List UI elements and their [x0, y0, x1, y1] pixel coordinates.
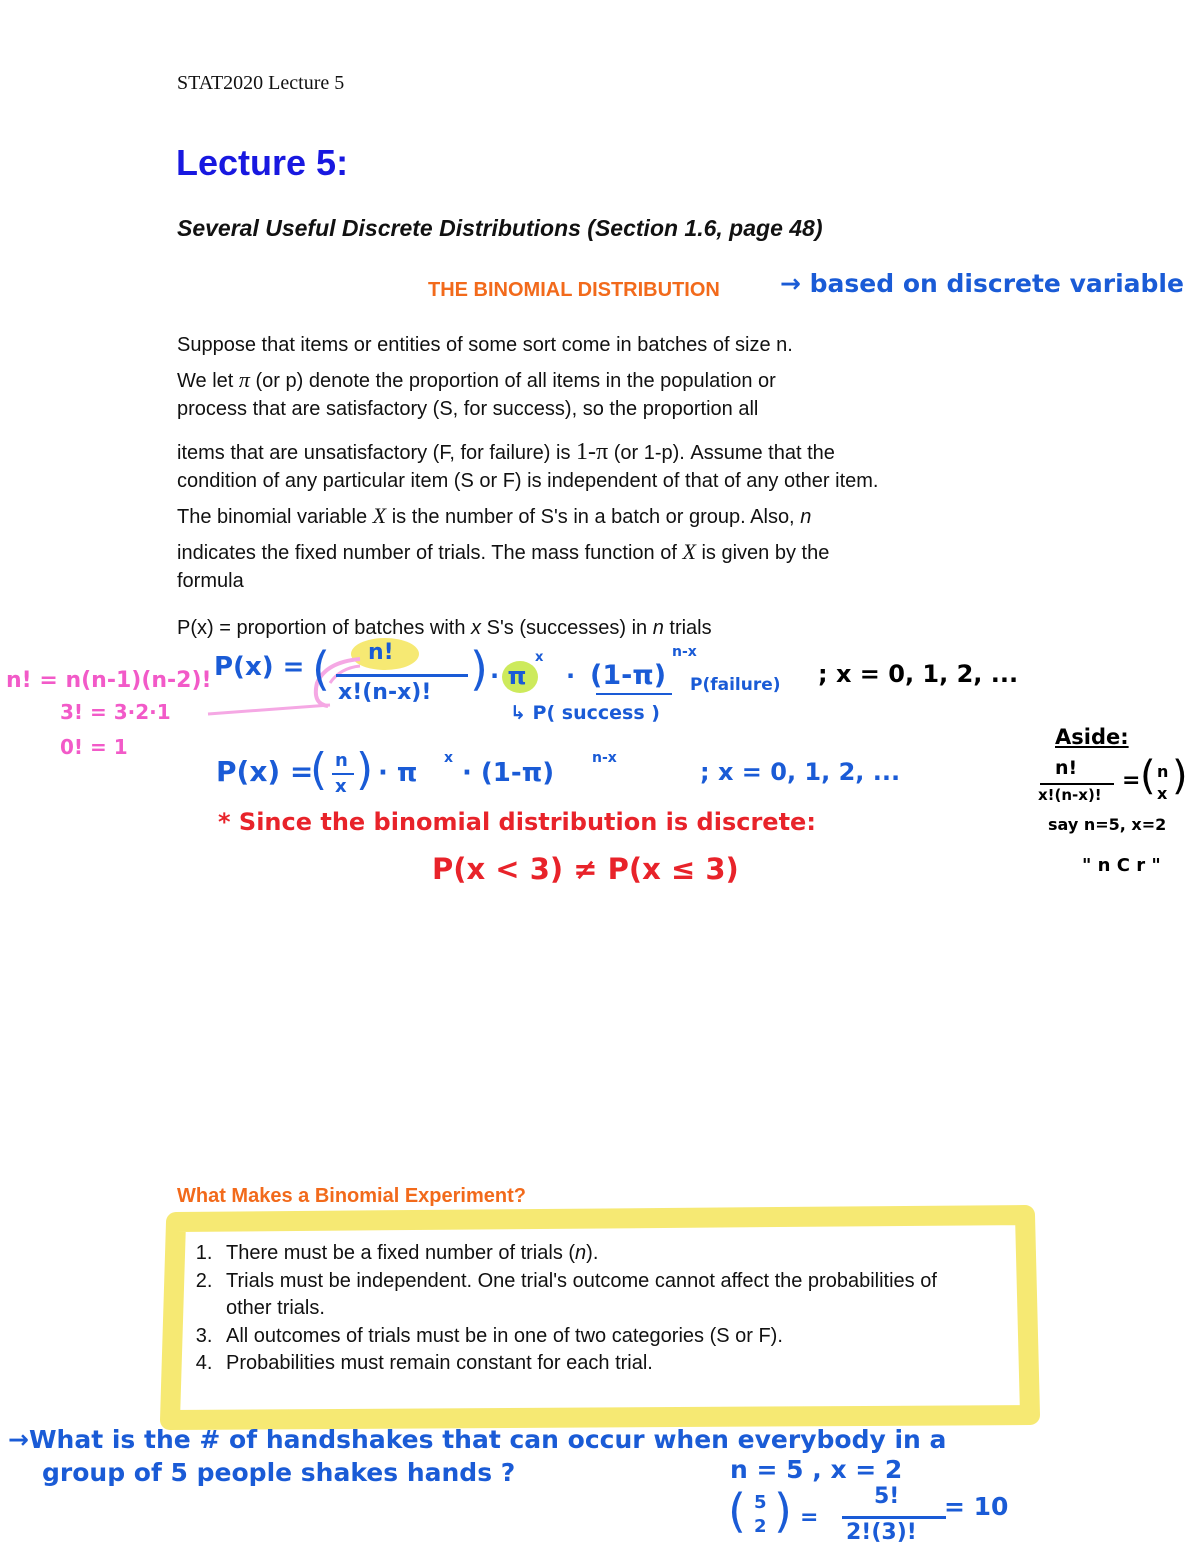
experiment-list: [178, 1240, 938, 1378]
aside-binom-top: n: [1157, 762, 1169, 781]
list-item: 4. Probabilities must remain constant for each trial.: [218, 1350, 938, 1378]
formula2-end: · (1-π): [462, 758, 555, 788]
section-heading: THE BINOMIAL DISTRIBUTION: [428, 279, 720, 301]
course-header: STAT2020 Lecture 5: [177, 72, 345, 94]
dot: ·: [566, 662, 576, 690]
fraction-bar: [1040, 783, 1114, 785]
paren: (: [1140, 753, 1156, 799]
paren: ): [1172, 753, 1188, 799]
question-line1: →What is the # of handshakes that can occur when everybody in a: [8, 1425, 947, 1454]
x-symbol: X: [372, 503, 387, 528]
n-x-values: n = 5 , x = 2: [730, 1455, 903, 1484]
formula2-end-exp: n-x: [592, 750, 617, 766]
paren: ): [774, 1484, 792, 1538]
answer-binom-bottom: 2: [754, 1516, 767, 1537]
body-line: condition of any particular item (S or F) is independent of that of any other item.: [177, 470, 879, 492]
formula-numerator: n!: [368, 640, 394, 665]
list-item: 3. All outcomes of trials must be in one of two categories (S or F).: [218, 1323, 938, 1351]
since-note: * Since the binomial distribution is discrete:: [218, 808, 816, 836]
aside-denom: x!(n-x)!: [1038, 786, 1102, 804]
answer-binom-top: 5: [754, 1492, 767, 1513]
page-title: Lecture 5:: [176, 142, 349, 183]
body-line: The binomial variable X is the number of S's in a batch or group. Also, n: [177, 503, 812, 528]
formula2-mid-exp: x: [444, 750, 454, 766]
fraction-bar: [332, 773, 354, 775]
answer-eq: =: [800, 1505, 819, 1530]
one-minus-pi: 1-π: [576, 439, 609, 465]
formula-denominator: x!(n-x)!: [338, 680, 432, 705]
answer-numer: 5!: [874, 1484, 900, 1509]
subtitle: Several Useful Discrete Distributions (Section 1.6, page 48): [177, 215, 823, 241]
aside-numer: n!: [1055, 757, 1078, 779]
body-line: process that are satisfactory (S, for success), so the proportion all: [177, 398, 759, 420]
formula2-lhs: P(x) =: [216, 755, 314, 788]
binom-bottom: x: [335, 776, 347, 797]
aside-ncr: " n C r ": [1082, 855, 1161, 876]
formula2-mid: · π: [378, 758, 418, 788]
fraction-bar: [842, 1516, 946, 1519]
body-line: We let π (or p) denote the proportion of all items in the population or: [177, 367, 776, 392]
factorial-note: n! = n(n-1)(n-2)!: [6, 668, 212, 693]
fraction-bar: [336, 674, 468, 677]
body-line: items that are unsatisfactory (F, for failure) is 1-π (or 1-p). Assume that the: [177, 439, 835, 465]
underline: [596, 693, 672, 695]
answer-result: = 10: [944, 1492, 1009, 1521]
success-label: ↳ P( success ): [510, 702, 660, 724]
pi-exponent: x: [535, 650, 544, 665]
pi-term: · π: [490, 662, 527, 690]
experiment-heading: What Makes a Binomial Experiment?: [177, 1185, 526, 1207]
body-line: formula: [177, 570, 244, 592]
factorial-note: 0! = 1: [60, 735, 128, 759]
paren: (: [728, 1484, 746, 1538]
body-line: Suppose that items or entities of some sort come in batches of size n.: [177, 334, 793, 356]
binom-top: n: [335, 750, 348, 771]
failure-exponent: n-x: [672, 644, 697, 660]
paren: ): [356, 744, 374, 795]
failure-label: P(failure): [690, 675, 781, 695]
aside-equals: =: [1122, 768, 1141, 793]
list-item: 2. Trials must be independent. One trial's outcome cannot affect the probabilities of other trials.: [218, 1268, 938, 1323]
inequality-note: P(x < 3) ≠ P(x ≤ 3): [432, 852, 739, 886]
aside-say: say n=5, x=2: [1048, 815, 1167, 834]
body-line: indicates the fixed number of trials. The mass function of X is given by the: [177, 539, 830, 564]
aside-title: Aside:: [1055, 725, 1129, 749]
aside-binom-bottom: x: [1157, 784, 1168, 803]
px-definition: P(x) = proportion of batches with x S's (successes) in n trials: [177, 617, 712, 639]
answer-denom: 2!(3)!: [846, 1520, 917, 1545]
question-line2: group of 5 people shakes hands ?: [42, 1458, 516, 1487]
list-item: 1. There must be a fixed number of trials (n).: [218, 1240, 938, 1268]
pi-symbol: π: [238, 367, 250, 392]
formula-domain: ; x = 0, 1, 2, ...: [818, 660, 1019, 688]
paren: (: [310, 744, 328, 795]
formula-lhs: P(x) =: [214, 652, 305, 682]
body-text: [177, 331, 878, 595]
formula-paren-open: (: [312, 642, 330, 696]
heading-note: → based on discrete variable: [780, 269, 1184, 298]
failure-term: (1-π): [590, 660, 667, 691]
formula-paren-close: ): [470, 642, 488, 696]
formula2-domain: ; x = 0, 1, 2, ...: [700, 758, 901, 786]
factorial-note: 3! = 3·2·1: [60, 700, 171, 724]
